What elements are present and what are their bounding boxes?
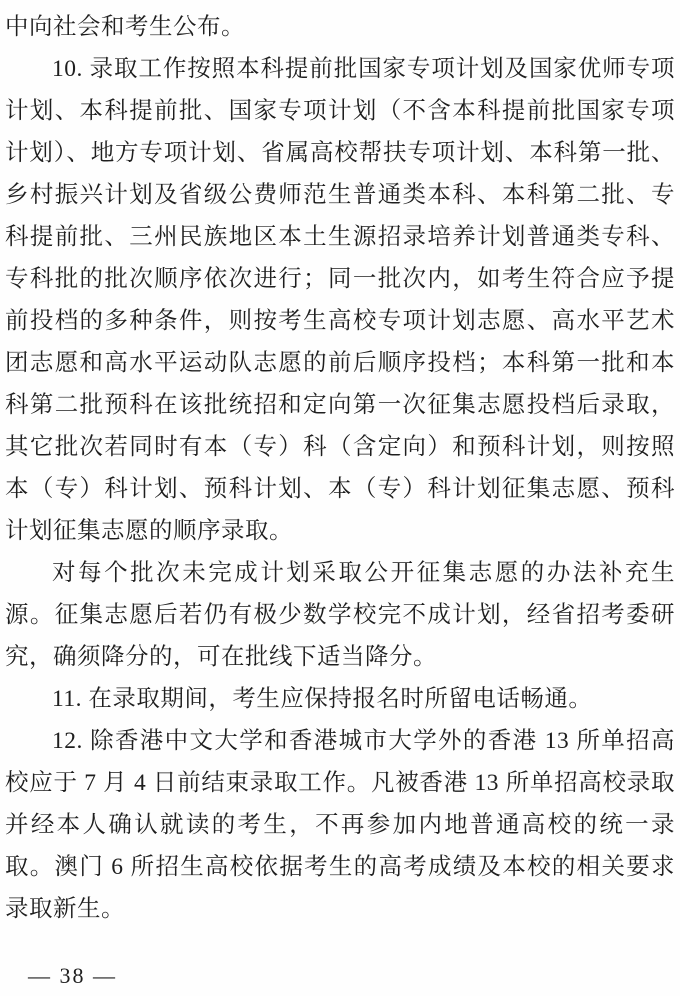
paragraph-item-11: 11. 在录取期间，考生应保持报名时所留电话畅通。: [52, 686, 593, 712]
paragraph-item-10: 10. 录取工作按照本科提前批国家专项计划及国家优师专项计划、本科提前批、国家专项计划（不含本科提前批国家专项计划）、地方专项计划、省属高校帮扶专项计划、本科第一批、乡村振兴计划及省级公费师范生普通类本科、本科第二批、专科提前批、三州民族地区本土生源招录培养计划普通类专科、专科批的批次顺序依次进行；同一批次内，如考生符合应予提前投档的多种条件，则按考生高校专项计划志愿、高水平艺术团志愿和高水平运动队志愿的前后顺序投档；本科第一批和本科第二批预科在该批统招和定向第一次征集志愿投档后录取，其它批次若同时有本（专）科（含定向）和预科计划，则按照本（专）科计划、预科计划、本（专）科计划征集志愿、预科计划征集志愿的顺序录取。: [5, 56, 675, 544]
paragraph-supplement-source: 对每个批次未完成计划采取公开征集志愿的办法补充生源。征集志愿后若仍有极少数学校完不成计划，经省招考委研究，确须降分的，可在批线下适当降分。: [5, 560, 675, 670]
page-number: — 38 —: [28, 963, 117, 988]
document-body: [5, 6, 675, 930]
paragraph-item-12: 12. 除香港中文大学和香港城市大学外的香港 13 所单招高校应于 7 月 4 日前结束录取工作。凡被香港 13 所单招高校录取并经本人确认就读的考生，不再参加内地普通高校的统一录取。澳门 6 所招生高校依据考生的高考成绩及本校的相关要求录取新生。: [5, 728, 675, 922]
paragraph-continuation: 中向社会和考生公布。: [5, 14, 245, 40]
